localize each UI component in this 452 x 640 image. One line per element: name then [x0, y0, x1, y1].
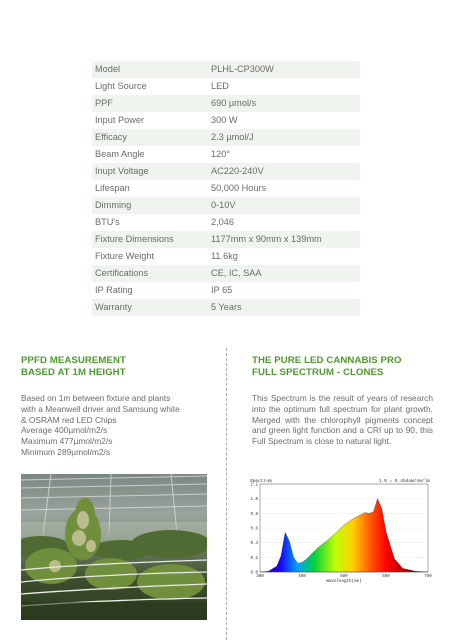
- spec-row: [92, 282, 360, 299]
- y-tick-label: 1.0: [250, 498, 258, 503]
- spec-label: IP Rating: [95, 285, 133, 295]
- spec-label: Light Source: [95, 81, 147, 91]
- y-tick-label: 1.2: [250, 483, 258, 488]
- spec-row: [92, 61, 360, 78]
- spec-value: 5 Years: [205, 299, 360, 316]
- spec-value: 300 W: [211, 115, 238, 125]
- spec-value: 120°: [211, 149, 231, 159]
- spec-row: [92, 248, 360, 265]
- spec-row: [92, 78, 360, 95]
- ppfd-heading-line-1: PPFD MEASUREMENT: [21, 355, 127, 366]
- chart-title: Spectrum: [250, 479, 272, 484]
- x-tick-label: 380: [256, 575, 264, 579]
- spec-row: [92, 146, 360, 163]
- ppfd-line: & OSRAM red LED Chips: [21, 414, 117, 425]
- spec-label: Certifications: [92, 265, 205, 282]
- spec-label: Input Power: [95, 115, 145, 125]
- spec-value: 690 µmol/s: [205, 95, 360, 112]
- spec-row: [92, 214, 360, 231]
- spec-row: [92, 180, 360, 197]
- y-tick-label: 0.2: [250, 556, 258, 561]
- spec-label: Fixture Weight: [95, 251, 155, 261]
- spectrum-heading-line-1: THE PURE LED CANNABIS PRO: [252, 355, 402, 366]
- spec-value: CE, IC, SAA: [205, 265, 360, 282]
- spectrum-heading-line-2: FULL SPECTRUM - CLONES: [252, 367, 384, 378]
- spec-label: Model: [92, 61, 205, 78]
- x-tick-label: 780: [424, 575, 432, 579]
- ppfd-heading-line-2: BASED AT 1M HEIGHT: [21, 367, 126, 378]
- ppfd-line: Based on 1m between fixture and plants: [21, 393, 171, 403]
- ppfd-average: Average 400µmol/m2/s: [21, 425, 108, 436]
- spec-row: [92, 231, 360, 248]
- spec-label: Inupt Voltage: [92, 163, 205, 180]
- ppfd-line: with a Meanwell driver and Samsung white: [21, 403, 180, 414]
- spec-row: [92, 129, 360, 146]
- spec-value: 11.6kg: [211, 251, 238, 261]
- spec-row: [92, 95, 360, 112]
- y-tick-label: 0.0: [250, 571, 258, 576]
- spec-row: [92, 197, 360, 214]
- spectrum-chart: [246, 474, 434, 584]
- ppfd-heading: [21, 355, 126, 379]
- spec-label: Warranty: [92, 299, 205, 316]
- spec-label: Lifespan: [95, 183, 130, 193]
- spec-value: 2.3 µmol/J: [205, 129, 360, 146]
- x-tick-label: 580: [340, 575, 348, 579]
- spec-label: Beam Angle: [95, 149, 145, 159]
- spec-label: PPF: [92, 95, 205, 112]
- spec-row: [92, 112, 360, 129]
- spec-label: Dimming: [92, 197, 205, 214]
- y-tick-label: 0.6: [250, 527, 258, 532]
- spec-label: BTU's: [95, 217, 120, 227]
- ppfd-maximum: Maximum 477µmol/m2/s: [21, 436, 113, 447]
- chart-legend: 1.0 = 5.454uW/nm/lm: [378, 479, 430, 484]
- spec-value: 50,000 Hours: [211, 183, 267, 193]
- cannabis-plant-photo: [21, 474, 207, 620]
- spec-value: 0-10V: [205, 197, 360, 214]
- ppfd-minimum: Minimum 289µmol/m2/s: [21, 446, 111, 457]
- spec-row: [92, 265, 360, 282]
- y-tick-label: 0.8: [250, 512, 258, 517]
- x-axis-label: Wavelength(nm): [326, 580, 362, 584]
- spec-value: AC220-240V: [205, 163, 360, 180]
- spectrum-heading: [252, 355, 402, 379]
- spec-label: Efficacy: [92, 129, 205, 146]
- spec-row: [92, 163, 360, 180]
- spec-row: [92, 299, 360, 316]
- x-tick-label: 480: [298, 575, 306, 579]
- spec-value: PLHL-CP300W: [205, 61, 360, 78]
- column-divider: [226, 348, 227, 640]
- spectrum-description: This Spectrum is the result of years of research into the optimum full spectrum for plant growth. Merged with the chlorophyll pigments concept and green light function and a CRI up to 90, this Full Spectrum is close to natural light.: [252, 393, 433, 447]
- y-tick-label: 0.4: [250, 542, 258, 547]
- spec-label: Fixture Dimensions: [92, 231, 205, 248]
- ppfd-description: [21, 393, 207, 458]
- x-tick-label: 680: [382, 575, 390, 579]
- spec-table: [92, 61, 360, 316]
- spec-value: IP 65: [211, 285, 233, 295]
- spec-value: LED: [211, 81, 229, 91]
- spec-value: 2,046: [211, 217, 234, 227]
- spec-value: 1177mm x 90mm x 139mm: [205, 231, 360, 248]
